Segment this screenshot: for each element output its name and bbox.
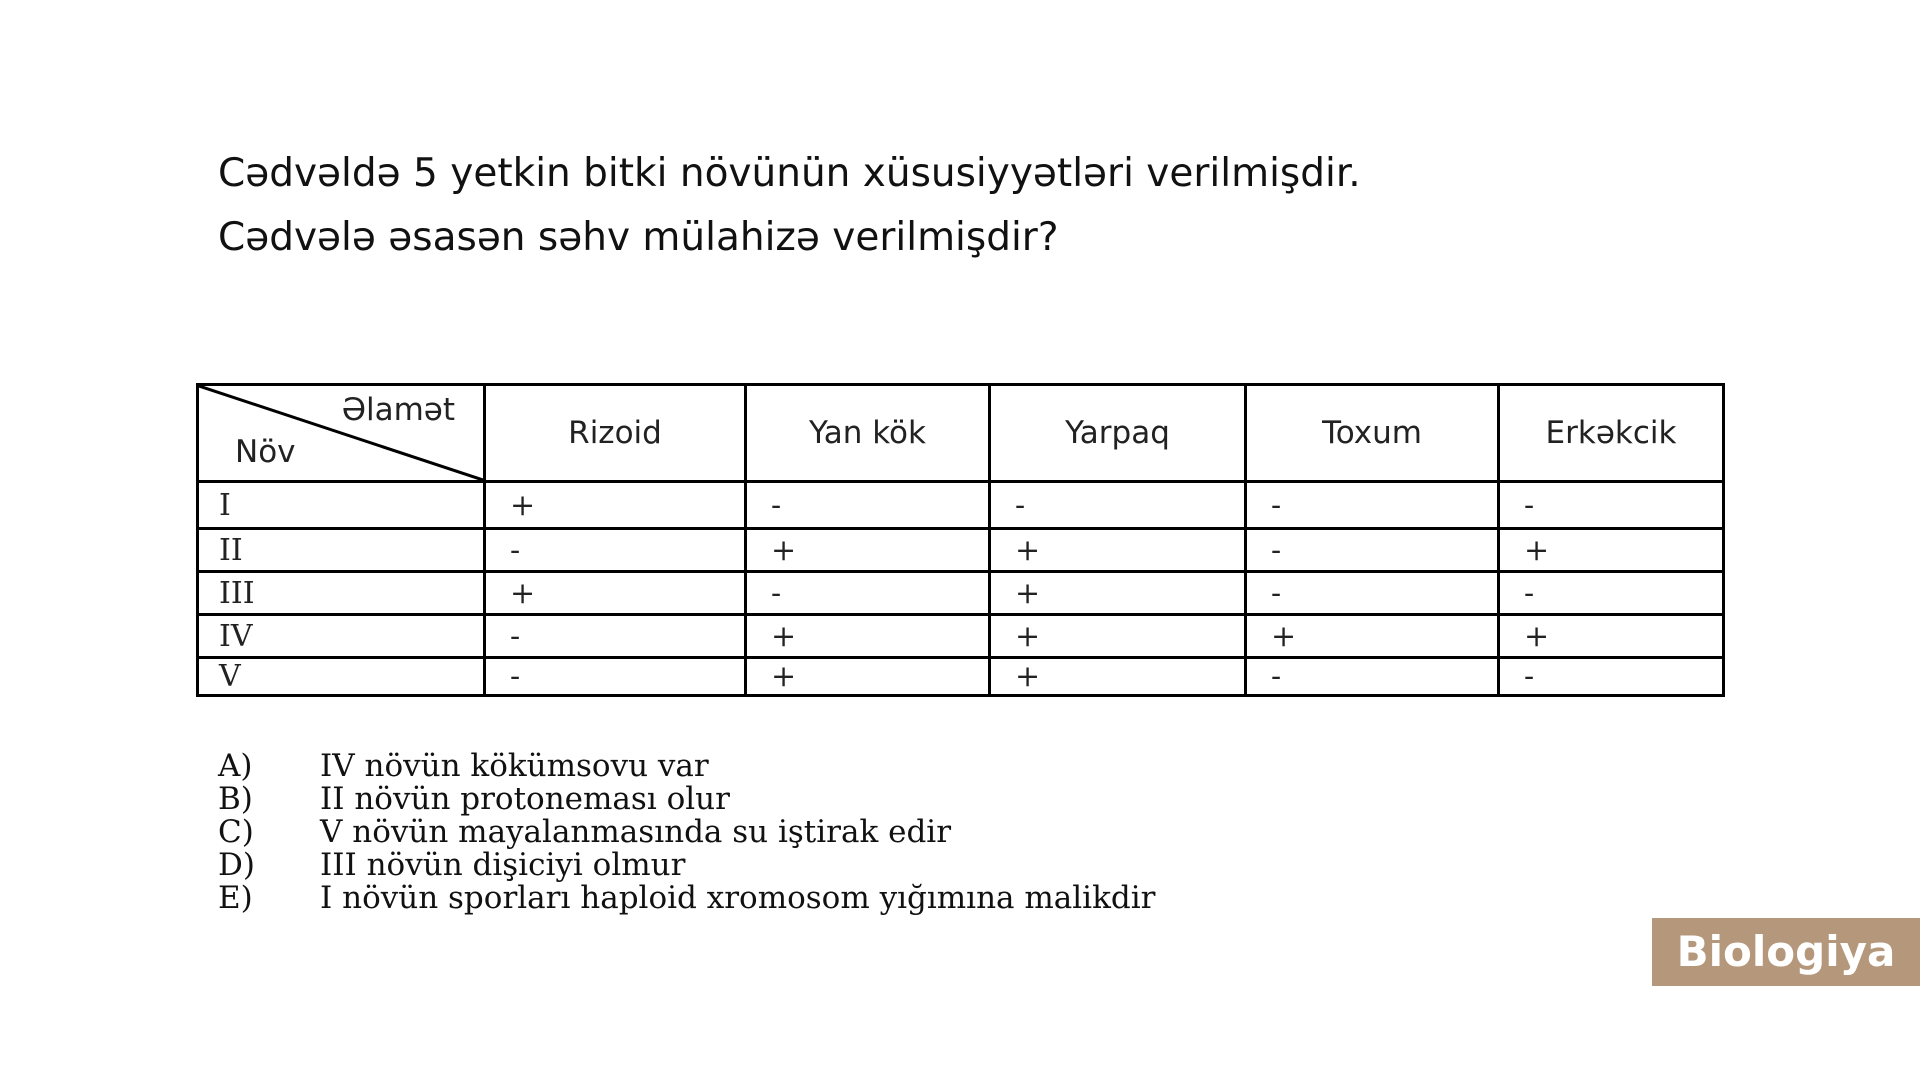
table-cell: - <box>1499 658 1724 696</box>
corner-label-species: Növ <box>235 434 296 470</box>
table-cell: - <box>746 572 990 615</box>
table-row <box>198 482 1724 529</box>
table-cell: + <box>990 615 1246 658</box>
column-header: Yarpaq <box>990 385 1246 482</box>
row-label: IV <box>198 615 485 658</box>
question-text <box>218 142 1361 270</box>
answer-text: III növün dişiciyi olmur <box>320 847 686 883</box>
table-cell: + <box>990 658 1246 696</box>
table-row <box>198 572 1724 615</box>
table-cell: - <box>1499 482 1724 529</box>
table-header-row <box>198 385 1724 482</box>
table-cell: + <box>1499 615 1724 658</box>
table-row <box>198 529 1724 572</box>
answer-text: II növün protoneması olur <box>320 781 730 817</box>
table-cell: - <box>990 482 1246 529</box>
answer-text: V növün mayalanmasında su iştirak edir <box>320 814 952 850</box>
column-header: Erkəkcik <box>1499 385 1724 482</box>
column-header: Rizoid <box>485 385 746 482</box>
table-corner-cell <box>198 385 485 482</box>
table-cell: - <box>1499 572 1724 615</box>
answer-text: I növün sporları haploid xromosom yığımına malikdir <box>320 880 1156 916</box>
row-label: I <box>198 482 485 529</box>
table-cell: + <box>746 529 990 572</box>
table-cell: + <box>746 658 990 696</box>
table-cell: - <box>746 482 990 529</box>
corner-label-trait: Əlamət <box>341 392 455 428</box>
table-cell: + <box>990 529 1246 572</box>
table-cell: - <box>485 658 746 696</box>
table-cell: - <box>1246 482 1499 529</box>
table-cell: + <box>485 572 746 615</box>
answer-letter: C) <box>218 814 254 850</box>
answer-options <box>218 750 1155 915</box>
table-cell: - <box>485 529 746 572</box>
table-cell: - <box>1246 658 1499 696</box>
table-cell: - <box>1246 529 1499 572</box>
traits-table <box>196 383 1725 697</box>
answer-text: IV növün kökümsovu var <box>320 748 709 784</box>
answer-letter: E) <box>218 880 253 916</box>
table-cell: - <box>485 615 746 658</box>
answer-option-c[interactable] <box>218 816 1155 849</box>
answer-option-a[interactable] <box>218 750 1155 783</box>
answer-option-d[interactable] <box>218 849 1155 882</box>
answer-letter: D) <box>218 847 255 883</box>
answer-letter: B) <box>218 781 253 817</box>
table-cell: + <box>485 482 746 529</box>
table-cell: - <box>1246 572 1499 615</box>
subject-badge: Biologiya <box>1652 918 1920 986</box>
question-line-1: Cədvəldə 5 yetkin bitki növünün xüsusiyyətləri verilmişdir. <box>218 151 1361 196</box>
column-header: Toxum <box>1246 385 1499 482</box>
table-row <box>198 615 1724 658</box>
row-label: II <box>198 529 485 572</box>
row-label: V <box>198 658 485 696</box>
column-header: Yan kök <box>746 385 990 482</box>
table-cell: + <box>746 615 990 658</box>
answer-option-e[interactable] <box>218 882 1155 915</box>
question-line-2: Cədvələ əsasən səhv mülahizə verilmişdir? <box>218 215 1059 260</box>
table-row <box>198 658 1724 696</box>
table-cell: + <box>1246 615 1499 658</box>
table-cell: + <box>1499 529 1724 572</box>
row-label: III <box>198 572 485 615</box>
table-cell: + <box>990 572 1246 615</box>
answer-letter: A) <box>218 748 253 784</box>
answer-option-b[interactable] <box>218 783 1155 816</box>
